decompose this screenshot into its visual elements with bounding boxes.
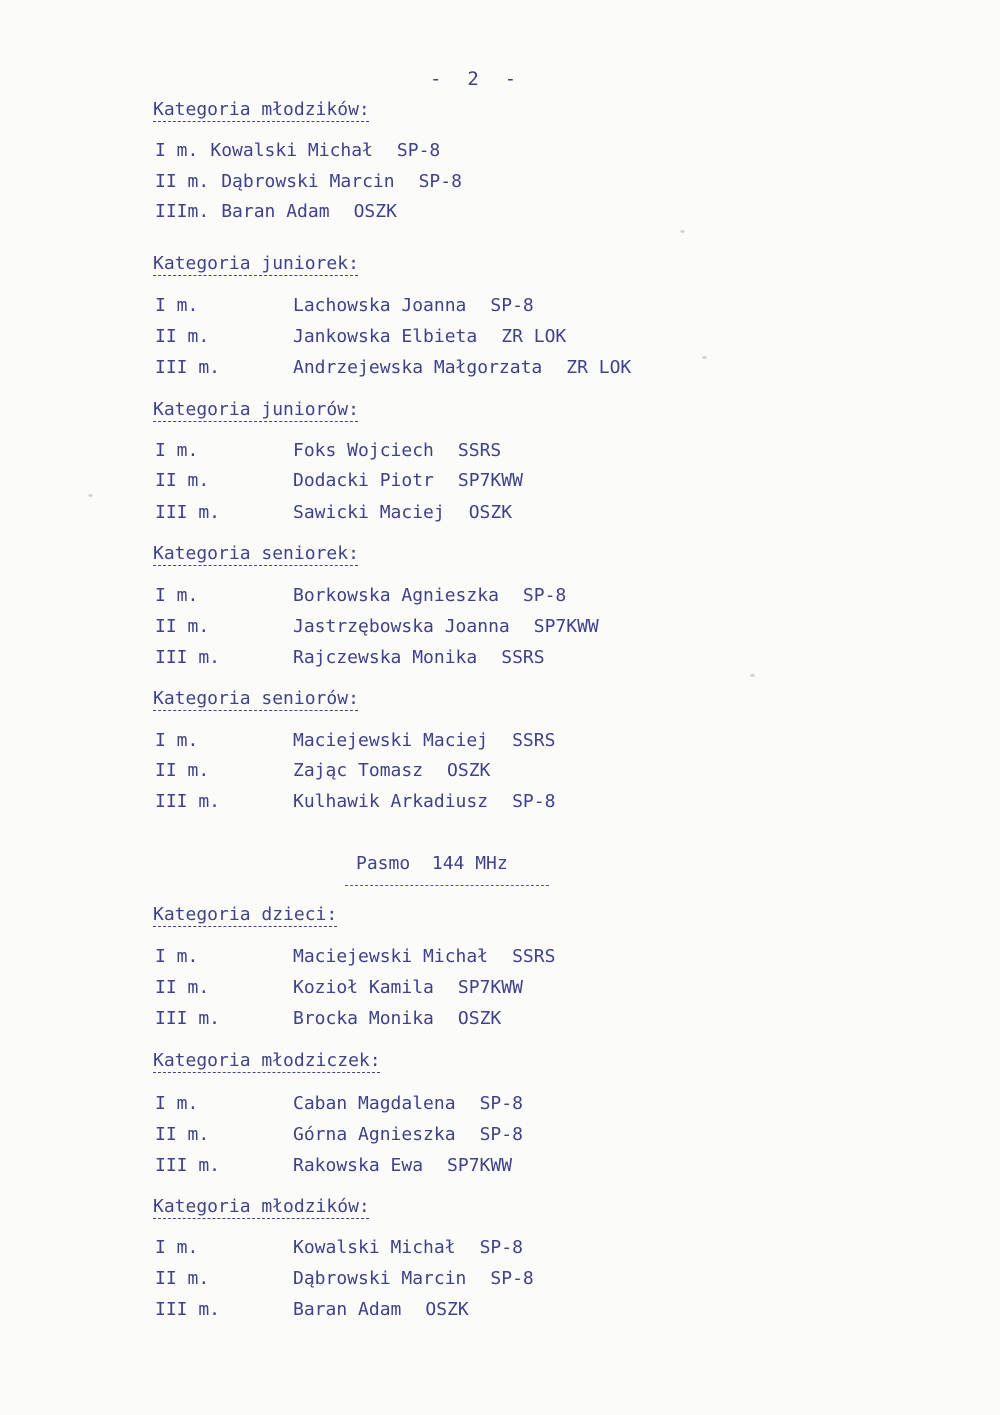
club-name: OSZK [457,1008,502,1029]
place-label: II m. [155,470,210,491]
club-name: OSZK [353,201,397,222]
club-name: SP-8 [522,585,567,606]
category-heading: Kategoria młodzików: [153,1196,370,1217]
competitor-name: Kowalski Michał [293,1237,456,1258]
competitor-name: Dąbrowski Marcin [221,171,395,192]
place-label: II m. [155,616,210,637]
place-label: I m. [155,585,199,606]
band-title: Pasmo 144 MHz [356,853,508,874]
result-row [155,1155,512,1176]
competitor-name: Kulhawik Arkadiusz [293,791,489,812]
club-name: SP-8 [490,295,534,316]
club-name: SP-8 [512,791,556,812]
result-row [155,977,523,998]
place-label: IIIm. [155,201,210,222]
result-row [155,1237,523,1258]
club-name: SP7KWW [447,1155,513,1176]
result-row [155,470,523,491]
place-label: I m. [155,1237,199,1258]
club-name: OSZK [468,502,513,523]
result-row [155,791,555,812]
club-name: SP-8 [479,1093,523,1114]
category-heading: Kategoria seniorek: [153,543,359,564]
result-row [155,502,512,523]
place-label: II m. [155,1268,210,1289]
competitor-name: Lachowska Joanna [293,295,467,316]
place-label: III m. [155,357,221,378]
competitor-name: Borkowska Agnieszka [293,585,499,606]
club-name: SP-8 [418,171,462,192]
competitor-name: Górna Agnieszka [293,1124,456,1145]
band-title-underline [345,885,549,886]
club-name: ZR LOK [566,357,632,378]
competitor-name: Foks Wojciech [293,440,434,461]
place-label: III m. [155,1299,221,1320]
paper-speck [702,356,707,359]
club-name: SSRS [501,647,545,668]
place-label: III m. [155,1155,221,1176]
competitor-name: Kowalski Michał [210,140,373,161]
result-row [155,1008,501,1029]
club-name: SSRS [512,946,556,967]
result-row [155,647,545,668]
competitor-name: Dąbrowski Marcin [293,1268,467,1289]
paper-speck [88,494,93,497]
category-heading: Kategoria seniorów: [153,688,359,709]
place-label: III m. [155,1008,221,1029]
result-row [155,357,631,378]
competitor-name: Kozioł Kamila [293,977,434,998]
result-row [155,140,440,161]
place-label: III m. [155,647,221,668]
club-name: SP7KWW [457,977,523,998]
competitor-name: Caban Magdalena [293,1093,456,1114]
club-name: SP7KWW [533,616,599,637]
competitor-name: Maciejewski Michał [293,946,489,967]
result-row [155,1124,523,1145]
place-label: III m. [155,791,221,812]
place-label: I m. [155,295,199,316]
paper-speck [750,674,755,677]
result-row [155,946,555,967]
club-name: SP-8 [479,1124,523,1145]
club-name: SP7KWW [457,470,523,491]
place-label: I m. [155,440,199,461]
competitor-name: Jastrzębowska Joanna [293,616,510,637]
competitor-name: Rakowska Ewa [293,1155,424,1176]
result-row [155,1093,523,1114]
category-heading: Kategoria młodziczek: [153,1050,381,1071]
competitor-name: Baran Adam [293,1299,402,1320]
place-label: III m. [155,502,221,523]
place-label: II m. [155,171,210,192]
result-row [155,201,397,222]
place-label: II m. [155,760,210,781]
result-row [155,616,599,637]
club-name: SSRS [457,440,502,461]
competitor-name: Dodacki Piotr [293,470,434,491]
competitor-name: Maciejewski Maciej [293,730,489,751]
competitor-name: Zając Tomasz [293,760,424,781]
competitor-name: Andrzejewska Małgorzata [293,357,543,378]
place-label: I m. [155,946,199,967]
competitor-name: Baran Adam [221,201,330,222]
place-label: II m. [155,326,210,347]
club-name: SP-8 [396,140,441,161]
category-heading: Kategoria dzieci: [153,904,338,925]
competitor-name: Jankowska Elbieta [293,326,478,347]
club-name: OSZK [447,760,491,781]
result-row [155,1299,469,1320]
competitor-name: Sawicki Maciej [293,502,445,523]
result-row [155,326,566,347]
result-row [155,440,501,461]
competitor-name: Brocka Monika [293,1008,434,1029]
category-heading: Kategoria juniorów: [153,399,359,420]
club-name: SP-8 [479,1237,523,1258]
result-row [155,585,566,606]
result-row [155,760,490,781]
club-name: OSZK [425,1299,469,1320]
result-row [155,730,555,751]
club-name: SSRS [512,730,556,751]
place-label: II m. [155,1124,210,1145]
place-label: I m. [155,140,199,161]
competitor-name: Rajczewska Monika [293,647,478,668]
paper-speck [680,230,685,233]
category-heading: Kategoria młodzików: [153,99,370,120]
result-row [155,295,534,316]
category-heading: Kategoria juniorek: [153,253,359,274]
place-label: II m. [155,977,210,998]
place-label: I m. [155,1093,199,1114]
club-name: ZR LOK [501,326,567,347]
result-row [155,1268,534,1289]
club-name: SP-8 [490,1268,534,1289]
place-label: I m. [155,730,199,751]
result-row [155,171,462,192]
page-number: - 2 - [430,68,518,90]
